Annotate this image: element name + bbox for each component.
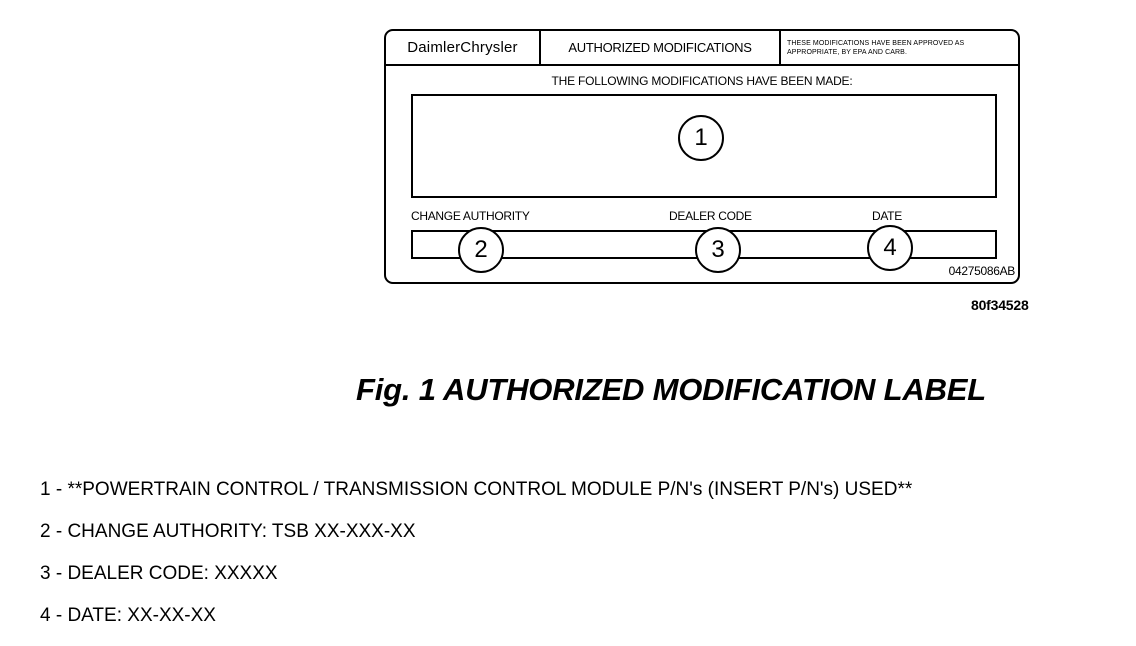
label-brand: DaimlerChrysler: [386, 31, 541, 64]
label-part-code: 04275086AB: [948, 264, 1015, 278]
callout-3: 3: [695, 227, 741, 273]
figure-caption: Fig. 1 AUTHORIZED MODIFICATION LABEL: [356, 372, 986, 407]
callout-legend: [40, 469, 912, 637]
label-header: [386, 31, 1018, 66]
legend-item-2: 2 - CHANGE AUTHORITY: TSB XX-XXX-XX: [40, 521, 416, 542]
legend-item-3: 3 - DEALER CODE: XXXXX: [40, 563, 278, 584]
figure-reference: 80f34528: [971, 297, 1029, 313]
dealer-code-label: DEALER CODE: [669, 209, 752, 223]
legend-item-1: 1 - **POWERTRAIN CONTROL / TRANSMISSION CONTROL MODULE P/N's (INSERT P/N's) USED**: [40, 479, 913, 500]
date-label: DATE: [872, 209, 902, 223]
legend-item-4: 4 - DATE: XX-XX-XX: [40, 605, 216, 626]
label-title: AUTHORIZED MODIFICATIONS: [541, 31, 781, 64]
callout-1: 1: [678, 115, 724, 161]
modification-label-diagram: [384, 29, 1020, 284]
change-authority-label: CHANGE AUTHORITY: [411, 209, 530, 223]
label-approval-note: THESE MODIFICATIONS HAVE BEEN APPROVED AS APPROPRIATE, BY EPA AND CARB.: [787, 39, 965, 56]
callout-4: 4: [867, 225, 913, 271]
callout-2: 2: [458, 227, 504, 273]
label-subtitle: THE FOLLOWING MODIFICATIONS HAVE BEEN MADE:: [551, 74, 853, 88]
